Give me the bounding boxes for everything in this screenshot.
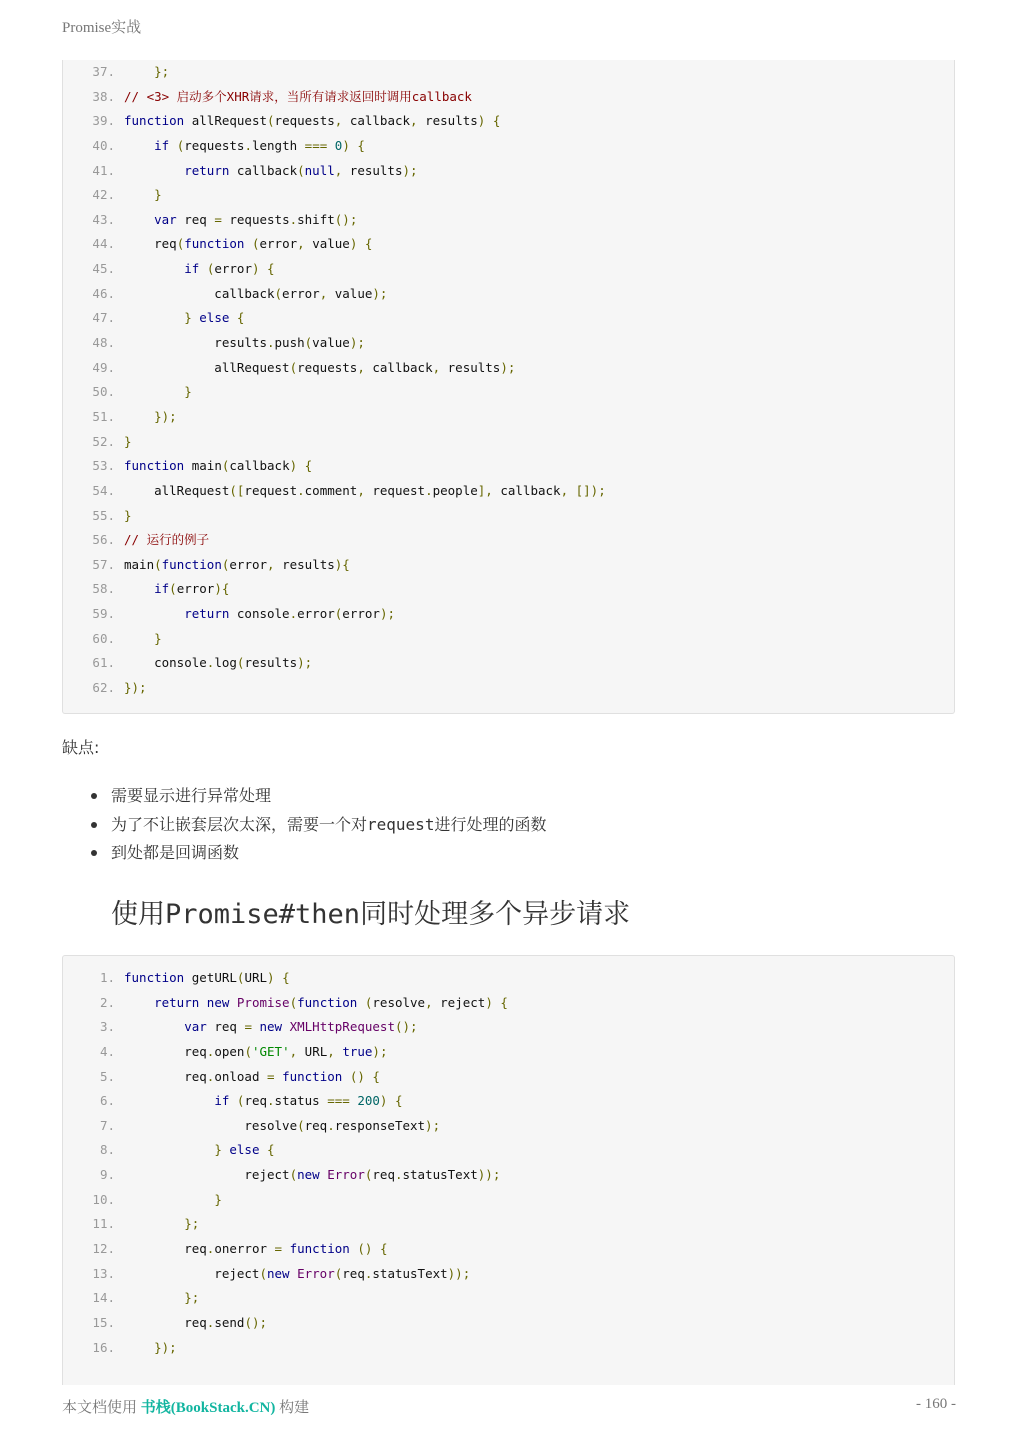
disadvantages-list (90, 782, 546, 868)
code-line (63, 380, 954, 405)
disadvantages-label: 缺点: (62, 738, 100, 757)
code-text: } (124, 433, 132, 449)
code-text: function allRequest(requests, callback, results) { (124, 113, 501, 129)
line-number: 53. (92, 458, 115, 474)
line-number: 43. (92, 211, 115, 227)
line-number: 54. (92, 482, 115, 498)
code-line (63, 1188, 954, 1213)
code-line (63, 1163, 954, 1188)
line-number: 47. (92, 310, 115, 326)
list-item (90, 811, 546, 840)
code-line (63, 651, 954, 676)
code-line (63, 577, 954, 602)
line-number: 42. (92, 187, 115, 203)
code-text: main(function(error, results){ (124, 556, 350, 572)
footer-credit (62, 1396, 309, 1417)
code-text: } else { (184, 310, 245, 326)
code-text: resolve(req.responseText); (124, 1117, 441, 1133)
code-line (63, 232, 954, 257)
code-text: var req = requests.shift(); (154, 211, 358, 227)
line-number: 13. (92, 1265, 115, 1281)
line-number: 62. (92, 680, 115, 696)
line-number: 46. (92, 285, 115, 301)
code-text: // <3> 启动多个XHR请求，当所有请求返回时调用callback (124, 88, 472, 104)
page-number: - 160 - (916, 1396, 956, 1412)
code-line (63, 109, 954, 134)
footer-prefix: 本文档使用 (62, 1400, 138, 1416)
code-line (63, 479, 954, 504)
line-number: 57. (92, 556, 115, 572)
list-item-text: 为了不让嵌套层次太深，需要一个对request进行处理的函数 (111, 814, 547, 834)
list-item (90, 839, 546, 868)
code-text: }); (154, 408, 177, 424)
line-number: 50. (92, 384, 115, 400)
code-line (63, 504, 954, 529)
line-number: 16. (92, 1339, 115, 1355)
code-line (63, 134, 954, 159)
line-number: 8. (99, 1142, 115, 1158)
line-number: 14. (92, 1290, 115, 1306)
line-number: 49. (92, 359, 115, 375)
line-number: 10. (92, 1191, 115, 1207)
line-number: 37. (92, 64, 115, 79)
code-text: function main(callback) { (124, 458, 313, 474)
line-number: 59. (92, 606, 115, 622)
code-text: var req = new XMLHttpRequest(); (184, 1019, 418, 1035)
line-number: 38. (92, 88, 115, 104)
list-item-text: 到处都是回调函数 (111, 843, 240, 862)
code-line (63, 528, 954, 553)
code-text: }); (124, 680, 147, 696)
code-line (63, 1065, 954, 1090)
line-number: 55. (92, 507, 115, 523)
line-number: 9. (99, 1167, 115, 1183)
code-text: }; (184, 1290, 200, 1306)
line-number: 4. (99, 1043, 115, 1059)
line-number: 5. (99, 1068, 115, 1084)
line-number: 60. (92, 630, 115, 646)
code-line (63, 966, 954, 991)
code-line (63, 991, 954, 1016)
line-number: 7. (99, 1117, 115, 1133)
line-number: 61. (92, 655, 115, 671)
code-line (63, 331, 954, 356)
code-line (63, 306, 954, 331)
line-number: 56. (92, 532, 115, 548)
code-line (63, 159, 954, 184)
list-item (90, 782, 546, 811)
page-header-title: Promise实战 (62, 20, 142, 36)
code-text: if (req.status === 200) { (214, 1093, 403, 1109)
code-line (63, 627, 954, 652)
code-text: } (184, 384, 192, 400)
bullet-dot-icon (91, 850, 97, 856)
code-text: }; (184, 1216, 200, 1232)
code-text: }; (154, 64, 170, 79)
line-number: 58. (92, 581, 115, 597)
code-line (63, 1138, 954, 1163)
line-number: 41. (92, 162, 115, 178)
code-line (63, 454, 954, 479)
code-text: reject(new Error(req.statusText)); (124, 1265, 471, 1281)
list-item-text: 需要显示进行异常处理 (111, 786, 272, 805)
code-text: req.onload = function () { (124, 1068, 380, 1084)
code-text: allRequest([request.comment, request.people], callback, []); (124, 482, 606, 498)
code-line (63, 1311, 954, 1336)
code-line (63, 1212, 954, 1237)
code-line (63, 208, 954, 233)
code-text: } (154, 630, 162, 646)
code-text: function getURL(URL) { (124, 970, 290, 985)
line-number: 52. (92, 433, 115, 449)
footer-brand-link[interactable]: 书栈(BookStack.CN) (140, 1400, 276, 1416)
code-text: } else { (214, 1142, 275, 1158)
code-text: console.log(results); (124, 655, 313, 671)
bullet-dot-icon (91, 793, 97, 799)
code-line (63, 602, 954, 627)
code-line (63, 60, 954, 85)
code-text: req.send(); (124, 1314, 268, 1330)
code-text: allRequest(requests, callback, results); (124, 359, 516, 375)
line-number: 15. (92, 1314, 115, 1330)
code-line (63, 1114, 954, 1139)
code-text: return callback(null, results); (184, 162, 418, 178)
code-line (63, 257, 954, 282)
line-number: 48. (92, 335, 115, 351)
code-line (63, 85, 954, 110)
code-line (63, 1089, 954, 1114)
section-heading: 使用Promise#then同时处理多个异步请求 (111, 899, 631, 930)
line-number: 51. (92, 408, 115, 424)
code-line (63, 183, 954, 208)
code-block-all-request (62, 60, 955, 714)
code-line (63, 1015, 954, 1040)
line-number: 6. (99, 1093, 115, 1109)
code-text: req.open('GET', URL, true); (124, 1043, 388, 1059)
code-text: } (214, 1191, 222, 1207)
bullet-dot-icon (91, 822, 97, 828)
code-text: return new Promise(function (resolve, reject) { (154, 994, 508, 1010)
code-text: results.push(value); (124, 335, 365, 351)
code-text: req.onerror = function () { (124, 1241, 388, 1257)
code-line (63, 1336, 954, 1361)
code-text: return console.error(error); (184, 606, 395, 622)
code-text: req(function (error, value) { (124, 236, 373, 252)
code-line (63, 1237, 954, 1262)
line-number: 2. (99, 994, 115, 1010)
line-number: 12. (92, 1241, 115, 1257)
code-text: callback(error, value); (124, 285, 388, 301)
code-line (63, 1286, 954, 1311)
code-line (63, 282, 954, 307)
code-text: reject(new Error(req.statusText)); (124, 1167, 501, 1183)
code-block-get-url (62, 955, 955, 1385)
code-line (63, 553, 954, 578)
code-text: // 运行的例子 (124, 532, 210, 548)
line-number: 44. (92, 236, 115, 252)
code-text: }); (154, 1339, 177, 1355)
code-text: if (error) { (184, 261, 275, 277)
code-text: } (124, 507, 132, 523)
line-number: 11. (92, 1216, 115, 1232)
line-number: 40. (92, 137, 115, 153)
line-number: 39. (92, 113, 115, 129)
code-text: if(error){ (154, 581, 230, 597)
line-number: 45. (92, 261, 115, 277)
code-text: if (requests.length === 0) { (154, 137, 365, 153)
code-text: } (154, 187, 162, 203)
code-line (63, 356, 954, 381)
code-line (63, 1262, 954, 1287)
code-line (63, 405, 954, 430)
code-line (63, 1040, 954, 1065)
code-line (63, 430, 954, 455)
footer-suffix: 构建 (279, 1400, 310, 1416)
line-number: 3. (99, 1019, 115, 1035)
code-line (63, 676, 954, 701)
line-number: 1. (99, 970, 115, 985)
